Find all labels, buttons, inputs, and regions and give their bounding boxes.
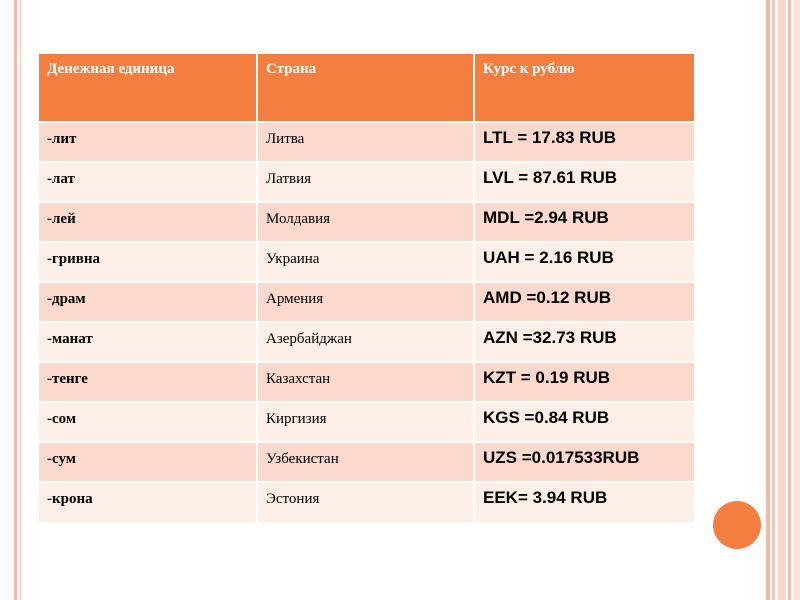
table-row (39, 202, 694, 242)
table-header-row (39, 54, 694, 122)
country-cell: Казахстан (257, 362, 474, 402)
table-row (39, 242, 694, 282)
country-cell: Латвия (257, 162, 474, 202)
currency-unit-cell: -крона (39, 482, 257, 522)
header-currency-unit: Денежная единица (39, 54, 257, 122)
table-row (39, 122, 694, 162)
currency-unit-cell: -тенге (39, 362, 257, 402)
rate-cell: UAH = 2.16 RUB (474, 242, 694, 282)
rate-cell: LVL = 87.61 RUB (474, 162, 694, 202)
stripe (794, 0, 800, 600)
stripe (778, 0, 786, 600)
stripe (766, 0, 770, 600)
rate-cell: KZT = 0.19 RUB (474, 362, 694, 402)
stripe (772, 0, 775, 600)
header-rate-to-ruble: Курс к рублю (474, 54, 694, 122)
rate-cell: AMD =0.12 RUB (474, 282, 694, 322)
country-cell: Узбекистан (257, 442, 474, 482)
table-row (39, 162, 694, 202)
currency-unit-cell: -драм (39, 282, 257, 322)
currency-table-container (39, 54, 694, 522)
country-cell: Эстония (257, 482, 474, 522)
currency-table (39, 54, 694, 522)
table-row (39, 322, 694, 362)
table-row (39, 362, 694, 402)
slide-frame-right-stripes (766, 0, 800, 600)
rate-cell: LTL = 17.83 RUB (474, 122, 694, 162)
slide-frame-left-line (14, 0, 17, 600)
table-row (39, 402, 694, 442)
currency-unit-cell: -манат (39, 322, 257, 362)
country-cell: Киргизия (257, 402, 474, 442)
currency-unit-cell: -сум (39, 442, 257, 482)
table-row (39, 282, 694, 322)
country-cell: Молдавия (257, 202, 474, 242)
table-row (39, 482, 694, 522)
currency-unit-cell: -лей (39, 202, 257, 242)
currency-unit-cell: -гривна (39, 242, 257, 282)
header-country: Страна (257, 54, 474, 122)
decorative-orange-circle (713, 501, 761, 549)
rate-cell: MDL =2.94 RUB (474, 202, 694, 242)
country-cell: Литва (257, 122, 474, 162)
currency-unit-cell: -сом (39, 402, 257, 442)
country-cell: Украина (257, 242, 474, 282)
currency-unit-cell: -лит (39, 122, 257, 162)
table-row (39, 442, 694, 482)
rate-cell: UZS =0.017533RUB (474, 442, 694, 482)
slide-frame-left-thin-line (20, 0, 21, 600)
rate-cell: EEK= 3.94 RUB (474, 482, 694, 522)
rate-cell: KGS =0.84 RUB (474, 402, 694, 442)
rate-cell: AZN =32.73 RUB (474, 322, 694, 362)
country-cell: Азербайджан (257, 322, 474, 362)
country-cell: Армения (257, 282, 474, 322)
stripe (788, 0, 791, 600)
currency-unit-cell: -лат (39, 162, 257, 202)
